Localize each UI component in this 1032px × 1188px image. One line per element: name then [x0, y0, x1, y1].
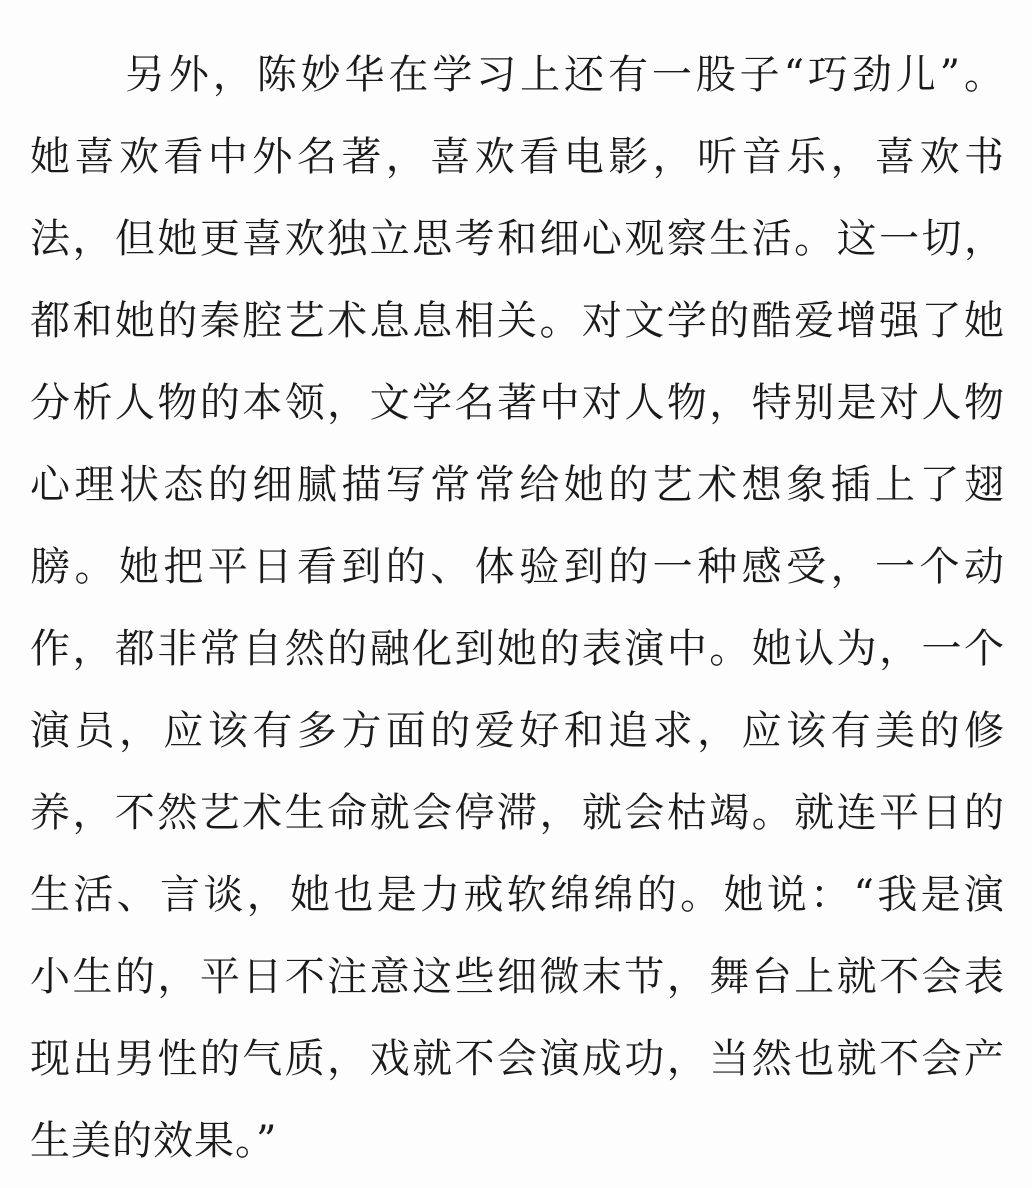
text-line-7: 膀。她把平日看到的、体验到的一种感受，一个动 [30, 544, 1005, 590]
text-line-5: 分析人物的本领，文学名著中对人物，特别是对人物 [30, 380, 1005, 426]
text-line-2: 她喜欢看中外名著，喜欢看电影，听音乐，喜欢书 [30, 134, 1005, 180]
text-line-1: 另外，陈妙华在学习上还有一股子“巧劲儿”。 [125, 52, 1005, 98]
text-line-9: 演员，应该有多方面的爱好和追求，应该有美的修 [30, 708, 1005, 754]
text-line-4: 都和她的秦腔艺术息息相关。对文学的酷爱增强了她 [30, 298, 1005, 344]
text-line-14: 生美的效果。” [30, 1118, 278, 1164]
text-line-12: 小生的，平日不注意这些细微末节，舞台上就不会表 [30, 954, 1005, 1000]
text-line-8: 作，都非常自然的融化到她的表演中。她认为，一个 [30, 626, 1005, 672]
text-line-11: 生活、言谈，她也是力戒软绵绵的。她说：“我是演 [30, 872, 1005, 918]
text-line-10: 养，不然艺术生命就会停滞，就会枯竭。就连平日的 [30, 790, 1005, 836]
text-line-6: 心理状态的细腻描写常常给她的艺术想象插上了翅 [30, 462, 1005, 508]
text-line-3: 法，但她更喜欢独立思考和细心观察生活。这一切， [30, 216, 1005, 262]
text-line-13: 现出男性的气质，戏就不会演成功，当然也就不会产 [30, 1036, 1005, 1082]
paragraph [30, 40, 1005, 1188]
